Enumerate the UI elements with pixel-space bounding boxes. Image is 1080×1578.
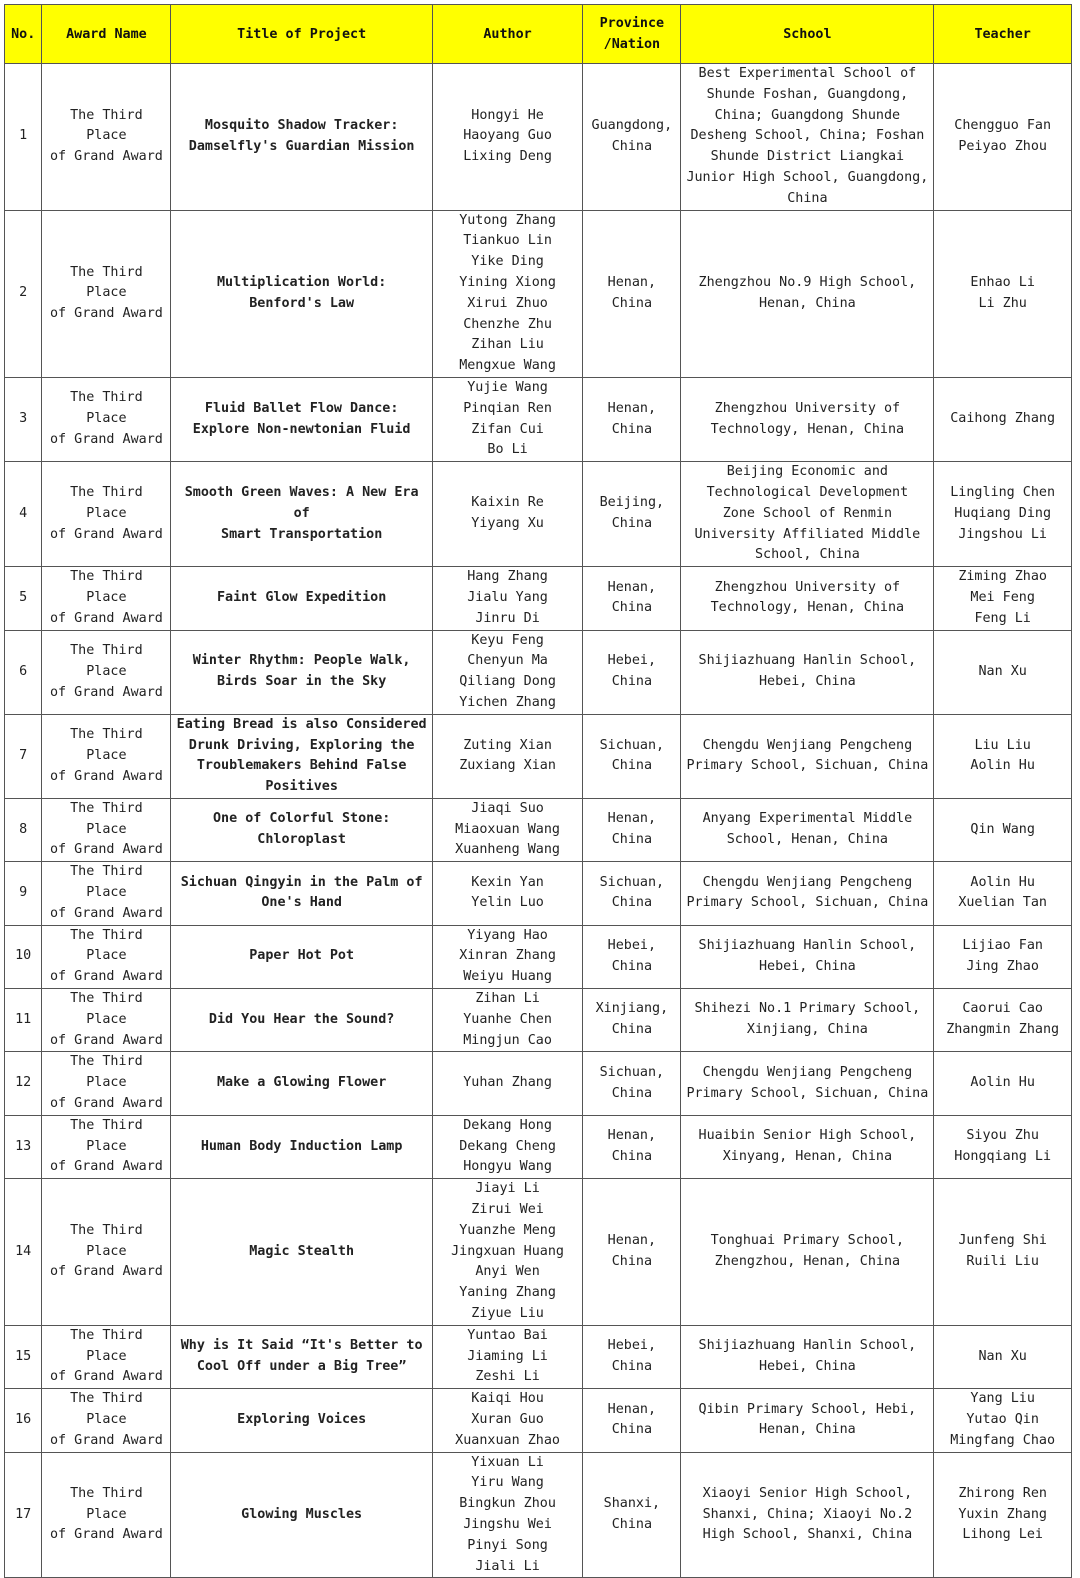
- cell-teacher: Siyou Zhu Hongqiang Li: [934, 1115, 1072, 1178]
- cell-school: Best Experimental School of Shunde Foshan, Guangdong, China; Guangdong Shunde Desheng School, China; Foshan Shunde District Liangkai Junior High School, Guangdong, China: [681, 64, 934, 211]
- cell-province-nation: Guangdong, China: [583, 64, 681, 211]
- cell-school: Zhengzhou No.9 High School, Henan, China: [681, 210, 934, 377]
- cell-no: 13: [5, 1115, 42, 1178]
- cell-no: 8: [5, 798, 42, 861]
- table-row: [5, 1325, 1072, 1388]
- cell-school: Anyang Experimental Middle School, Henan, China: [681, 798, 934, 861]
- table-row: [5, 377, 1072, 461]
- cell-author: Jiaqi Suo Miaoxuan Wang Xuanheng Wang: [432, 798, 582, 861]
- cell-no: 3: [5, 377, 42, 461]
- cell-project-title: Sichuan Qingyin in the Palm of One's Hand: [171, 862, 432, 925]
- cell-no: 14: [5, 1179, 42, 1326]
- cell-teacher: Aolin Hu Xuelian Tan: [934, 862, 1072, 925]
- cell-province-nation: Hebei, China: [583, 630, 681, 714]
- cell-teacher: Enhao Li Li Zhu: [934, 210, 1072, 377]
- cell-province-nation: Henan, China: [583, 1179, 681, 1326]
- cell-no: 4: [5, 462, 42, 567]
- cell-author: Kaixin Re Yiyang Xu: [432, 462, 582, 567]
- cell-award-name: The Third Place of Grand Award: [42, 64, 171, 211]
- cell-award-name: The Third Place of Grand Award: [42, 714, 171, 798]
- cell-no: 11: [5, 989, 42, 1052]
- cell-school: Shijiazhuang Hanlin School, Hebei, China: [681, 630, 934, 714]
- cell-author: Dekang Hong Dekang Cheng Hongyu Wang: [432, 1115, 582, 1178]
- cell-project-title: Smooth Green Waves: A New Era of Smart Transportation: [171, 462, 432, 567]
- cell-no: 10: [5, 925, 42, 988]
- cell-no: 9: [5, 862, 42, 925]
- cell-author: Zihan Li Yuanhe Chen Mingjun Cao: [432, 989, 582, 1052]
- cell-project-title: Winter Rhythm: People Walk, Birds Soar in the Sky: [171, 630, 432, 714]
- cell-author: Yujie Wang Pinqian Ren Zifan Cui Bo Li: [432, 377, 582, 461]
- cell-author: Zuting Xian Zuxiang Xian: [432, 714, 582, 798]
- cell-project-title: Paper Hot Pot: [171, 925, 432, 988]
- cell-author: Yixuan Li Yiru Wang Bingkun Zhou Jingshu Wei Pinyi Song Jiali Li: [432, 1452, 582, 1578]
- cell-school: Chengdu Wenjiang Pengcheng Primary School, Sichuan, China: [681, 714, 934, 798]
- cell-award-name: The Third Place of Grand Award: [42, 630, 171, 714]
- cell-author: Keyu Feng Chenyun Ma Qiliang Dong Yichen Zhang: [432, 630, 582, 714]
- cell-province-nation: Sichuan, China: [583, 1052, 681, 1115]
- table-row: [5, 210, 1072, 377]
- cell-teacher: Ziming Zhao Mei Feng Feng Li: [934, 567, 1072, 630]
- header-award-name: Award Name: [42, 5, 171, 64]
- cell-project-title: One of Colorful Stone: Chloroplast: [171, 798, 432, 861]
- cell-teacher: Qin Wang: [934, 798, 1072, 861]
- cell-project-title: Did You Hear the Sound?: [171, 989, 432, 1052]
- cell-project-title: Multiplication World: Benford's Law: [171, 210, 432, 377]
- cell-author: Yiyang Hao Xinran Zhang Weiyu Huang: [432, 925, 582, 988]
- table-row: [5, 1452, 1072, 1578]
- cell-award-name: The Third Place of Grand Award: [42, 1179, 171, 1326]
- cell-teacher: Aolin Hu: [934, 1052, 1072, 1115]
- table-row: [5, 862, 1072, 925]
- cell-teacher: Nan Xu: [934, 630, 1072, 714]
- cell-author: Hongyi He Haoyang Guo Lixing Deng: [432, 64, 582, 211]
- cell-no: 15: [5, 1325, 42, 1388]
- cell-award-name: The Third Place of Grand Award: [42, 925, 171, 988]
- cell-province-nation: Hebei, China: [583, 925, 681, 988]
- cell-province-nation: Henan, China: [583, 377, 681, 461]
- table-row: [5, 989, 1072, 1052]
- cell-no: 2: [5, 210, 42, 377]
- cell-project-title: Eating Bread is also Considered Drunk Driving, Exploring the Troublemakers Behind False Positives: [171, 714, 432, 798]
- cell-province-nation: Beijing, China: [583, 462, 681, 567]
- awards-table: [4, 4, 1072, 1578]
- cell-no: 1: [5, 64, 42, 211]
- cell-teacher: Liu Liu Aolin Hu: [934, 714, 1072, 798]
- cell-teacher: Nan Xu: [934, 1325, 1072, 1388]
- cell-award-name: The Third Place of Grand Award: [42, 1115, 171, 1178]
- cell-teacher: Yang Liu Yutao Qin Mingfang Chao: [934, 1389, 1072, 1452]
- cell-award-name: The Third Place of Grand Award: [42, 567, 171, 630]
- cell-award-name: The Third Place of Grand Award: [42, 862, 171, 925]
- table-row: [5, 567, 1072, 630]
- cell-teacher: Junfeng Shi Ruili Liu: [934, 1179, 1072, 1326]
- cell-no: 5: [5, 567, 42, 630]
- cell-teacher: Caorui Cao Zhangmin Zhang: [934, 989, 1072, 1052]
- cell-project-title: Exploring Voices: [171, 1389, 432, 1452]
- header-school: School: [681, 5, 934, 64]
- cell-province-nation: Henan, China: [583, 210, 681, 377]
- header-title-of-project: Title of Project: [171, 5, 432, 64]
- cell-school: Zhengzhou University of Technology, Henan, China: [681, 377, 934, 461]
- cell-author: Kaiqi Hou Xuran Guo Xuanxuan Zhao: [432, 1389, 582, 1452]
- table-row: [5, 714, 1072, 798]
- cell-province-nation: Sichuan, China: [583, 862, 681, 925]
- cell-award-name: The Third Place of Grand Award: [42, 1389, 171, 1452]
- cell-author: Yuntao Bai Jiaming Li Zeshi Li: [432, 1325, 582, 1388]
- cell-school: Shihezi No.1 Primary School, Xinjiang, China: [681, 989, 934, 1052]
- header-teacher: Teacher: [934, 5, 1072, 64]
- cell-province-nation: Shanxi, China: [583, 1452, 681, 1578]
- header-province-nation: Province /Nation: [583, 5, 681, 64]
- cell-author: Yuhan Zhang: [432, 1052, 582, 1115]
- cell-award-name: The Third Place of Grand Award: [42, 1452, 171, 1578]
- cell-school: Chengdu Wenjiang Pengcheng Primary School, Sichuan, China: [681, 1052, 934, 1115]
- cell-school: Qibin Primary School, Hebi, Henan, China: [681, 1389, 934, 1452]
- cell-school: Huaibin Senior High School, Xinyang, Henan, China: [681, 1115, 934, 1178]
- cell-author: Yutong Zhang Tiankuo Lin Yike Ding Yining Xiong Xirui Zhuo Chenzhe Zhu Zihan Liu Mengxue Wang: [432, 210, 582, 377]
- cell-province-nation: Henan, China: [583, 1115, 681, 1178]
- cell-award-name: The Third Place of Grand Award: [42, 798, 171, 861]
- cell-project-title: Mosquito Shadow Tracker: Damselfly's Guardian Mission: [171, 64, 432, 211]
- table-row: [5, 1052, 1072, 1115]
- cell-project-title: Why is It Said “It's Better to Cool Off under a Big Tree”: [171, 1325, 432, 1388]
- cell-no: 12: [5, 1052, 42, 1115]
- cell-teacher: Zhirong Ren Yuxin Zhang Lihong Lei: [934, 1452, 1072, 1578]
- cell-school: Shijiazhuang Hanlin School, Hebei, China: [681, 925, 934, 988]
- table-row: [5, 1389, 1072, 1452]
- cell-province-nation: Henan, China: [583, 798, 681, 861]
- cell-project-title: Faint Glow Expedition: [171, 567, 432, 630]
- table-row: [5, 462, 1072, 567]
- cell-school: Zhengzhou University of Technology, Henan, China: [681, 567, 934, 630]
- table-row: [5, 630, 1072, 714]
- cell-province-nation: Hebei, China: [583, 1325, 681, 1388]
- cell-teacher: Caihong Zhang: [934, 377, 1072, 461]
- cell-school: Shijiazhuang Hanlin School, Hebei, China: [681, 1325, 934, 1388]
- cell-project-title: Human Body Induction Lamp: [171, 1115, 432, 1178]
- cell-project-title: Magic Stealth: [171, 1179, 432, 1326]
- cell-project-title: Fluid Ballet Flow Dance: Explore Non-newtonian Fluid: [171, 377, 432, 461]
- table-row: [5, 925, 1072, 988]
- cell-award-name: The Third Place of Grand Award: [42, 377, 171, 461]
- cell-no: 17: [5, 1452, 42, 1578]
- cell-school: Xiaoyi Senior High School, Shanxi, China; Xiaoyi No.2 High School, Shanxi, China: [681, 1452, 934, 1578]
- cell-award-name: The Third Place of Grand Award: [42, 462, 171, 567]
- cell-project-title: Make a Glowing Flower: [171, 1052, 432, 1115]
- cell-author: Hang Zhang Jialu Yang Jinru Di: [432, 567, 582, 630]
- cell-province-nation: Sichuan, China: [583, 714, 681, 798]
- cell-school: Tonghuai Primary School, Zhengzhou, Henan, China: [681, 1179, 934, 1326]
- header-author: Author: [432, 5, 582, 64]
- cell-teacher: Lingling Chen Huqiang Ding Jingshou Li: [934, 462, 1072, 567]
- cell-award-name: The Third Place of Grand Award: [42, 989, 171, 1052]
- table-row: [5, 64, 1072, 211]
- cell-no: 6: [5, 630, 42, 714]
- cell-teacher: Chengguo Fan Peiyao Zhou: [934, 64, 1072, 211]
- cell-project-title: Glowing Muscles: [171, 1452, 432, 1578]
- cell-award-name: The Third Place of Grand Award: [42, 1052, 171, 1115]
- cell-province-nation: Henan, China: [583, 1389, 681, 1452]
- header-row: [5, 5, 1072, 64]
- table-row: [5, 1115, 1072, 1178]
- table-row: [5, 798, 1072, 861]
- cell-author: Kexin Yan Yelin Luo: [432, 862, 582, 925]
- cell-award-name: The Third Place of Grand Award: [42, 210, 171, 377]
- cell-province-nation: Xinjiang, China: [583, 989, 681, 1052]
- cell-award-name: The Third Place of Grand Award: [42, 1325, 171, 1388]
- header-no: No.: [5, 5, 42, 64]
- cell-no: 7: [5, 714, 42, 798]
- cell-province-nation: Henan, China: [583, 567, 681, 630]
- cell-author: Jiayi Li Zirui Wei Yuanzhe Meng Jingxuan Huang Anyi Wen Yaning Zhang Ziyue Liu: [432, 1179, 582, 1326]
- cell-teacher: Lijiao Fan Jing Zhao: [934, 925, 1072, 988]
- cell-school: Chengdu Wenjiang Pengcheng Primary School, Sichuan, China: [681, 862, 934, 925]
- cell-school: Beijing Economic and Technological Development Zone School of Renmin University Affiliated Middle School, China: [681, 462, 934, 567]
- cell-no: 16: [5, 1389, 42, 1452]
- table-row: [5, 1179, 1072, 1326]
